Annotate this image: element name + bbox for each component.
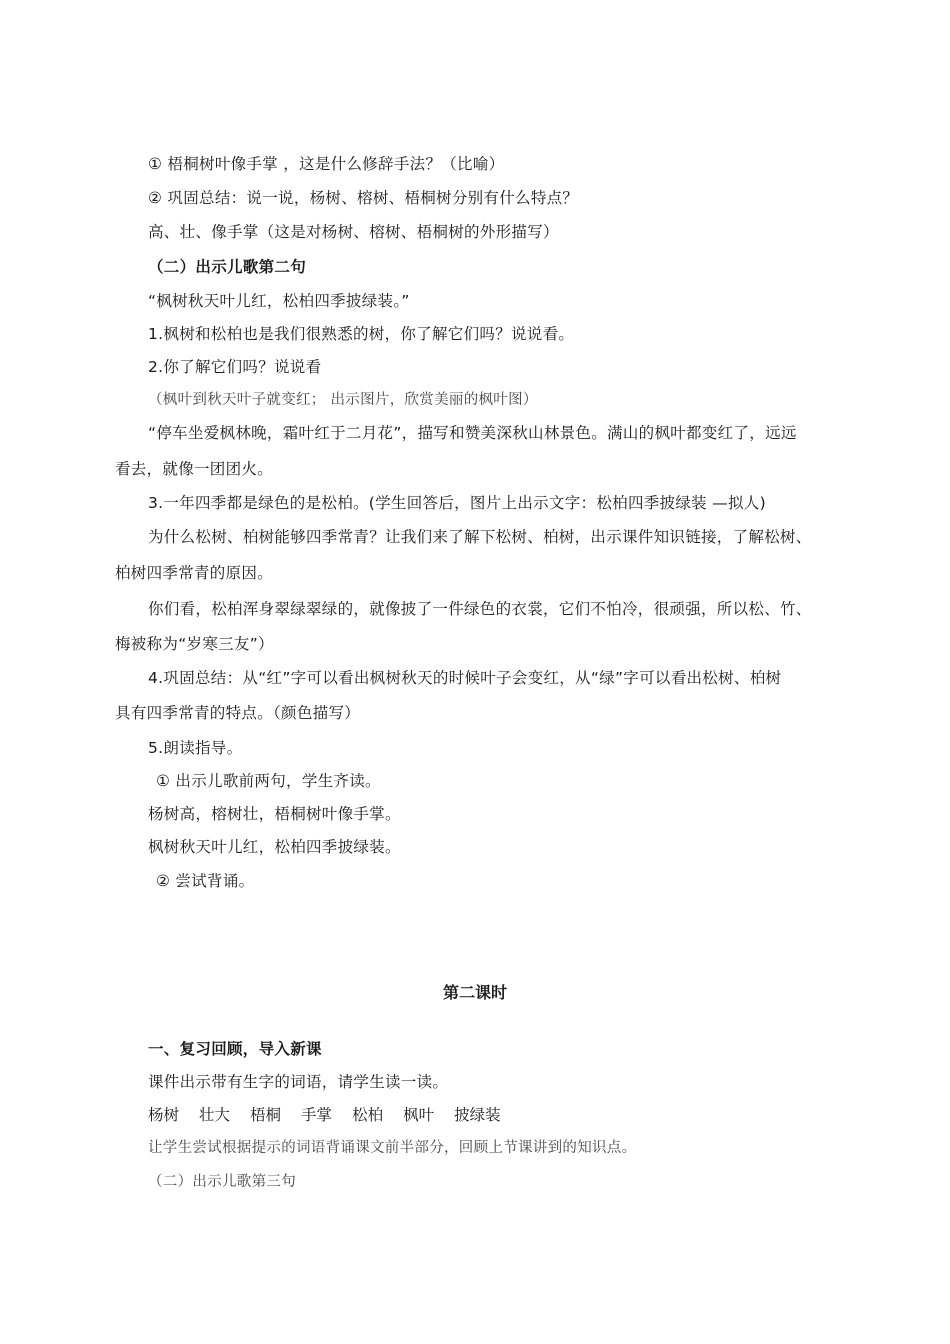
- vocab-word: 披绿装: [454, 1106, 501, 1124]
- section-heading-third-verse: （二）出示儿歌第三句: [148, 1174, 296, 1190]
- why-paragraph-line-1: 为什么松树、柏树能够四季常青？让我们来了解下松树、柏树，出示课件知识链接，了解松树、: [148, 528, 812, 546]
- question-5: 5.朗读指导。: [148, 739, 243, 757]
- question-3: 3.一年四季都是绿色的是松柏。(学生回答后，图片上出示文字：松柏四季披绿装 —拟人): [148, 494, 766, 512]
- question-4-line-1: 4.巩固总结：从“红”字可以看出枫树秋天的时候叶子会变红，从“绿”字可以看出松树、柏树: [148, 669, 782, 687]
- reading-step-2: ② 尝试背诵。: [156, 872, 255, 890]
- vocab-word: 壮大: [199, 1106, 231, 1124]
- lesson-two-review: 让学生尝试根据提示的词语背诵课文前半部分，回顾上节课讲到的知识点。: [148, 1140, 637, 1156]
- verse-line-2: 枫树秋天叶儿红，松柏四季披绿装。: [148, 838, 401, 856]
- lesson-two-heading: 一、复习回顾，导入新课: [148, 1040, 322, 1058]
- why-paragraph-line-2: 柏树四季常青的原因。: [115, 564, 274, 582]
- question-4-line-2: 具有四季常青的特点。（颜色描写）: [115, 704, 361, 722]
- vocabulary-word-row: [148, 1104, 501, 1126]
- appearance-answer: 高、壮、像手掌（这是对杨树、榕树、梧桐树的外形描写）: [148, 223, 559, 241]
- vocab-word: 手掌: [301, 1106, 333, 1124]
- lesson-two-title: 第二课时: [442, 983, 507, 1002]
- maple-note: （枫叶到秋天叶子就变红； 出示图片，欣赏美丽的枫叶图）: [148, 392, 538, 408]
- reading-step-1: ① 出示儿歌前两句，学生齐读。: [156, 772, 381, 790]
- vocab-word: 杨树: [148, 1106, 180, 1124]
- look-paragraph-line-1: 你们看，松柏浑身翠绿翠绿的，就像披了一件绿色的衣裳，它们不怕冷，很顽强，所以松、竹、: [148, 600, 812, 618]
- section-heading-second-verse: （二）出示儿歌第二句: [148, 258, 307, 276]
- vocab-word: 松柏: [352, 1106, 384, 1124]
- vocab-word: 枫叶: [403, 1106, 435, 1124]
- question-2: 2.你了解它们吗？说说看: [148, 358, 322, 376]
- vocab-word: 梧桐: [250, 1106, 282, 1124]
- rhetoric-question: ① 梧桐树叶像手掌 ，这是什么修辞手法？（比喻）: [148, 155, 505, 173]
- poem-paragraph-line-1: “停车坐爱枫林晚，霜叶红于二月花”，描写和赞美深秋山林景色。满山的枫叶都变红了，远远: [148, 424, 797, 442]
- consolidation-question: ② 巩固总结：说一说，杨树、榕树、梧桐树分别有什么特点？: [148, 189, 579, 207]
- lesson-two-intro: 课件出示带有生字的词语，请学生读一读。: [148, 1073, 449, 1091]
- verse-quote: “枫树秋天叶儿红，松柏四季披绿装。”: [148, 292, 410, 310]
- verse-line-1: 杨树高，榕树壮，梧桐树叶像手掌。: [148, 805, 401, 823]
- look-paragraph-line-2: 梅被称为“岁寒三友”）: [115, 635, 274, 653]
- question-1: 1.枫树和松柏也是我们很熟悉的树，你了解它们吗？说说看。: [148, 325, 575, 343]
- poem-paragraph-line-2: 看去，就像一团团火。: [115, 460, 274, 478]
